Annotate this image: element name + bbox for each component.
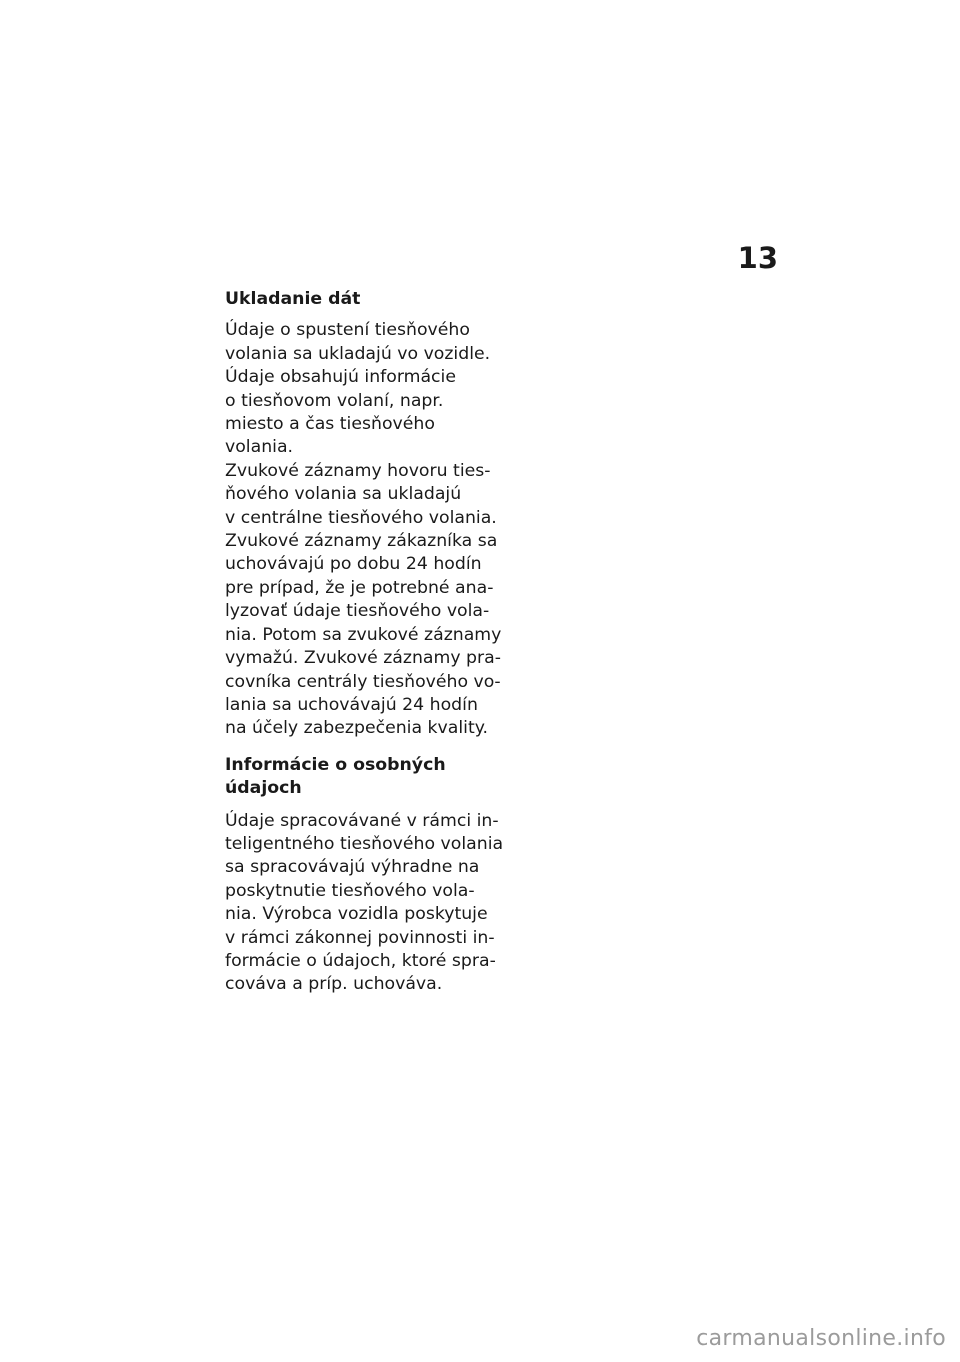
- text-line: na účely zabezpečenia kvality.: [225, 718, 489, 739]
- text-line: Údaje obsahujú informácie: [225, 367, 456, 388]
- text-line: v rámci zákonnej povinnosti in‐: [225, 927, 495, 948]
- section-heading-data-storage: [225, 288, 495, 311]
- section-heading-personal-data: [225, 754, 495, 801]
- paragraph-recording-retention: [225, 530, 502, 741]
- text-line: v centrálne tiesňového volania.: [225, 507, 497, 528]
- text-line: volania sa ukladajú vo vozidle.: [225, 343, 491, 364]
- text-line: nia. Potom sa zvukové záznamy: [225, 624, 502, 645]
- text-line: lyzovať údaje tiesňového vola‐: [225, 601, 490, 622]
- text-line: pre prípad, že je potrebné ana‐: [225, 577, 494, 598]
- paragraph-emergency-call-data: [225, 319, 495, 459]
- heading-line: Informácie o osobných: [225, 754, 446, 775]
- watermark-url: carmanualsonline.info: [696, 1326, 946, 1351]
- text-line: ňového volania sa ukladajú: [225, 484, 462, 505]
- page-number: 13: [737, 241, 778, 275]
- text-line: o tiesňovom volaní, napr.: [225, 390, 444, 411]
- text-line: lania sa uchovávajú 24 hodín: [225, 694, 478, 715]
- text-line: covníka centrály tiesňového vo‐: [225, 671, 501, 692]
- heading-line: Ukladanie dát: [225, 289, 361, 309]
- paragraph-audio-recordings: [225, 460, 495, 530]
- text-line: teligentného tiesňového volania: [225, 833, 504, 854]
- text-column: [225, 288, 504, 997]
- text-line: miesto a čas tiesňového: [225, 414, 435, 435]
- text-line: Údaje spracovávané v rámci in‐: [225, 810, 499, 831]
- text-line: poskytnutie tiesňového vola‐: [225, 880, 475, 901]
- text-line: cováva a príp. uchováva.: [225, 974, 443, 995]
- text-line: volania.: [225, 437, 294, 458]
- text-line: Údaje o spustení tiesňového: [225, 320, 470, 341]
- text-line: Zvukové záznamy hovoru ties‐: [225, 460, 491, 481]
- text-line: sa spracovávajú výhradne na: [225, 857, 480, 878]
- paragraph-data-processing: [225, 810, 504, 997]
- text-line: vymažú. Zvukové záznamy pra‐: [225, 648, 501, 669]
- text-line: formácie o údajoch, ktoré spra‐: [225, 950, 496, 971]
- text-line: Zvukové záznamy zákazníka sa: [225, 531, 498, 552]
- text-line: nia. Výrobca vozidla poskytuje: [225, 904, 488, 925]
- text-line: uchovávajú po dobu 24 hodín: [225, 554, 482, 575]
- heading-line: údajoch: [225, 778, 302, 799]
